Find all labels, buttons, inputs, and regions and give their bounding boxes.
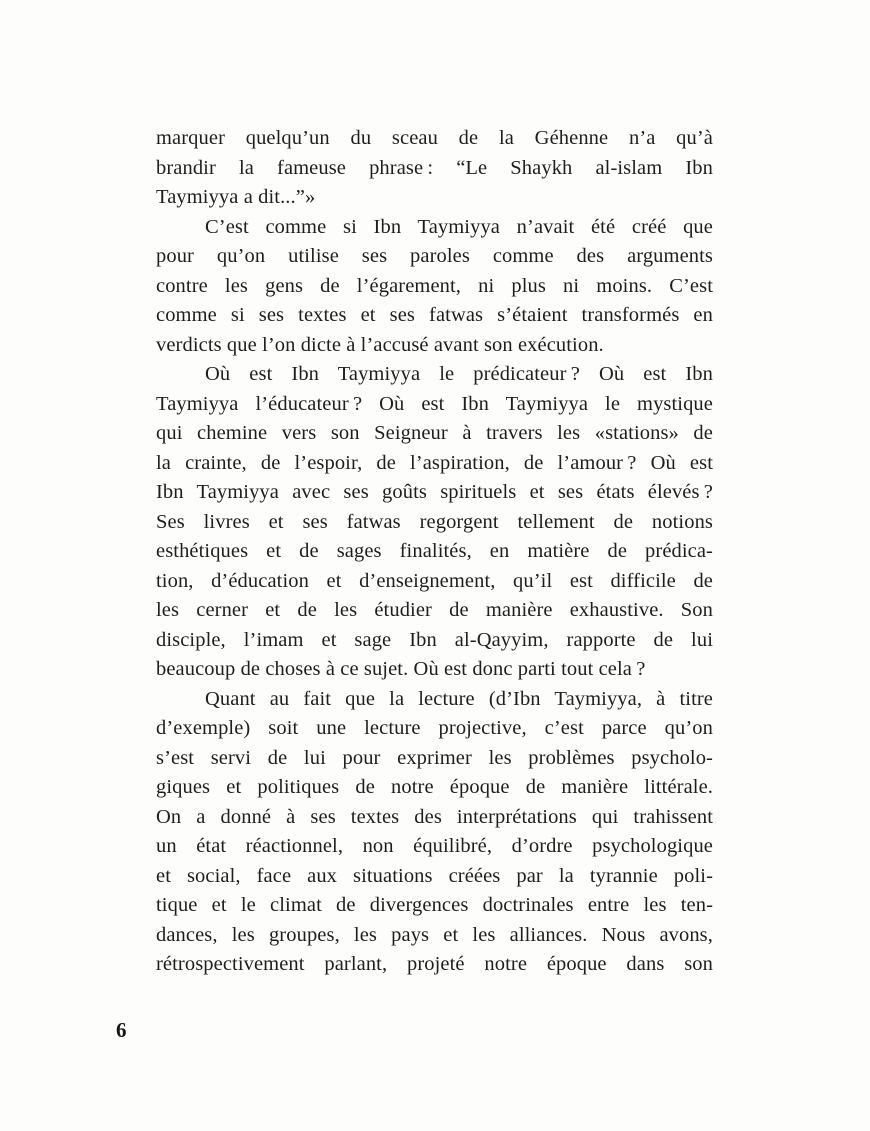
text-line: rétrospectivement parlant, projeté notre époque dans son	[156, 953, 713, 975]
text-line: contre les gens de l’égarement, ni plus ni moins. C’est	[156, 274, 713, 297]
text-line: Taymiyya l’éducateur ? Où est Ibn Taymiyya le mystique	[156, 392, 713, 415]
paragraph	[156, 685, 713, 980]
text-line: la crainte, de l’espoir, de l’aspiration, de l’amour ? Où est	[156, 451, 713, 474]
text-line: et social, face aux situations créées par la tyrannie poli-	[156, 864, 713, 887]
page-number: 6	[116, 1018, 127, 1042]
page-text-block	[156, 124, 713, 980]
paragraph	[156, 213, 713, 361]
text-line: pour qu’on utilise ses paroles comme des arguments	[156, 245, 713, 267]
paragraph	[156, 360, 713, 685]
text-line: esthétiques et de sages finalités, en matière de prédica-	[156, 540, 713, 562]
text-line: verdicts que l’on dicte à l’accusé avant son exécution.	[156, 333, 604, 356]
text-line: brandir la fameuse phrase : “Le Shaykh al-islam Ibn	[156, 156, 713, 179]
text-line: beaucoup de choses à ce sujet. Où est donc parti tout cela ?	[156, 658, 646, 680]
text-line: Taymiyya a dit...”»	[156, 186, 316, 208]
text-line: tique et le climat de divergences doctrinales entre les ten-	[156, 894, 713, 916]
text-line: marquer quelqu’un du sceau de la Géhenne n’a qu’à	[156, 127, 713, 149]
text-line: Ses livres et ses fatwas regorgent tellement de notions	[156, 510, 713, 533]
text-line: comme si ses textes et ses fatwas s’étaient transformés en	[156, 304, 713, 326]
text-line: Ibn Taymiyya avec ses goûts spirituels et ses états élevés ?	[156, 481, 713, 503]
text-line: s’est servi de lui pour exprimer les problèmes psycholo-	[156, 746, 713, 769]
text-line: On a donné à ses textes des interprétations qui trahissent	[156, 805, 713, 828]
text-line: qui chemine vers son Seigneur à travers les «stations» de	[156, 422, 713, 444]
text-line: Quant au fait que la lecture (d’Ibn Taymiyya, à titre	[205, 687, 713, 710]
text-line: C’est comme si Ibn Taymiyya n’avait été créé que	[205, 215, 713, 238]
text-line: les cerner et de les étudier de manière exhaustive. Son	[156, 599, 713, 621]
paragraph	[156, 124, 713, 213]
text-line: giques et politiques de notre époque de manière littérale.	[156, 776, 713, 798]
text-line: disciple, l’imam et sage Ibn al-Qayyim, rapporte de lui	[156, 628, 713, 651]
text-line: Où est Ibn Taymiyya le prédicateur ? Où est Ibn	[205, 363, 713, 385]
text-line: d’exemple) soit une lecture projective, c’est parce qu’on	[156, 717, 713, 739]
text-line: tion, d’éducation et d’enseignement, qu’il est difficile de	[156, 569, 713, 592]
text-line: un état réactionnel, non équilibré, d’ordre psychologique	[156, 835, 713, 857]
text-line: dances, les groupes, les pays et les alliances. Nous avons,	[156, 923, 713, 946]
